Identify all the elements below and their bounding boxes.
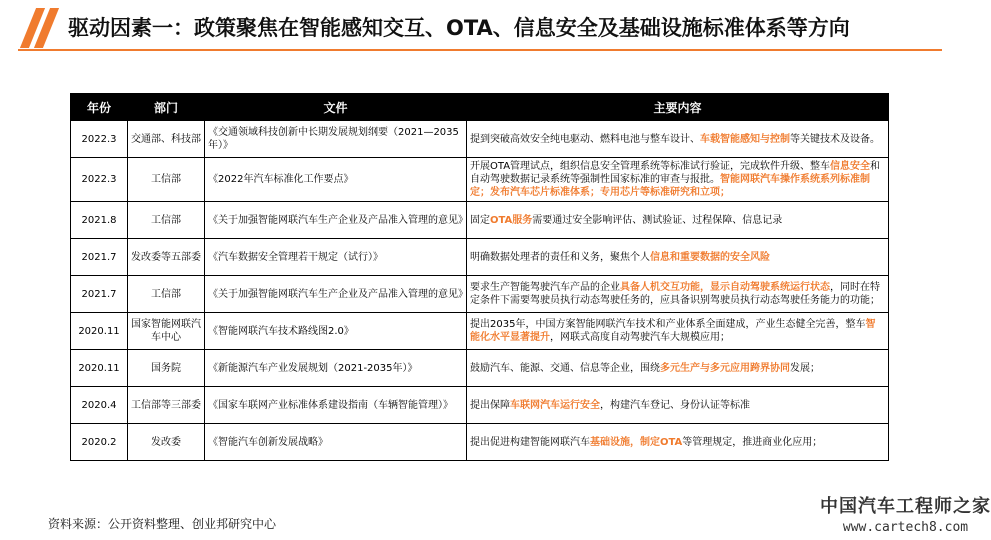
highlight-text: 基础设施，制定OTA [590, 436, 683, 448]
highlight-text: 信息安全 [830, 161, 871, 172]
watermark-text: 中国汽车工程师之家 [820, 496, 991, 517]
cell-year: 2021.7 [71, 239, 128, 276]
cell-doc: 《国家车联网产业标准体系建设指南（车辆智能管理）》 [205, 387, 467, 424]
policy-table [70, 93, 889, 461]
cell-doc: 《汽车数据安全管理若干规定（试行）》 [205, 239, 467, 276]
content-text: 要求生产智能驾驶汽车产品的企业 [470, 282, 620, 293]
cell-content [467, 424, 889, 461]
highlight-text: 具备人机交互功能，显示自动驾驶系统运行状态 [620, 282, 830, 293]
cell-dept: 国家智能网联汽车中心 [128, 313, 205, 350]
content-text: 发展； [790, 362, 820, 374]
cell-year: 2021.7 [71, 276, 128, 313]
cell-content [467, 121, 889, 158]
table-row [71, 313, 889, 350]
cell-content [467, 387, 889, 424]
cell-dept: 国务院 [128, 350, 205, 387]
content-text: 等关键技术及设备。 [790, 133, 880, 145]
highlight-text: 车联网汽车运行安全 [510, 399, 600, 411]
watermark [820, 492, 991, 535]
cell-doc: 《关于加强智能网联汽车生产企业及产品准入管理的意见》 [205, 202, 467, 239]
cell-doc: 《2022年汽车标准化工作要点》 [205, 158, 467, 202]
cell-dept: 工信部 [128, 202, 205, 239]
table-row [71, 202, 889, 239]
cell-year: 2020.11 [71, 313, 128, 350]
cell-dept: 工信部 [128, 158, 205, 202]
content-text: 提出2035年，中国方案智能网联汽车技术和产业体系全面建成，产业生态健全完善，整车 [470, 319, 866, 330]
table-header-row [71, 94, 889, 121]
page-title: 驱动因素一：政策聚焦在智能感知交互、OTA、信息安全及基础设施标准体系等方向 [68, 16, 850, 40]
highlight-text: 智能网联汽车操作系统系列标准制定；发布汽车芯片标准体系；专用芯片等标准研究和立项； [470, 174, 870, 198]
cell-content [467, 202, 889, 239]
cell-content [467, 239, 889, 276]
watermark-url: www.cartech8.com [842, 520, 969, 535]
cell-content [467, 350, 889, 387]
cell-doc: 《智能网联汽车技术路线图2.0》 [205, 313, 467, 350]
cell-doc: 《关于加强智能网联汽车生产企业及产品准入管理的意见》 [205, 276, 467, 313]
cell-year: 2022.3 [71, 121, 128, 158]
table-row [71, 239, 889, 276]
content-text: 提出保障 [470, 399, 510, 411]
table-row [71, 276, 889, 313]
column-header-dept: 部门 [128, 94, 205, 121]
content-text: ，构建汽车登记、身份认证等标准 [600, 399, 750, 411]
table-row [71, 387, 889, 424]
content-text: ，网联式高度自动驾驶汽车大规模应用； [550, 332, 730, 343]
title-underline [18, 49, 942, 51]
content-text: 提出促进构建智能网联汽车 [470, 436, 590, 448]
cell-year: 2020.11 [71, 350, 128, 387]
cell-doc: 《交通领域科技创新中长期发展规划纲要（2021—2035年）》 [205, 121, 467, 158]
cell-year: 2020.2 [71, 424, 128, 461]
column-header-doc: 文件 [205, 94, 467, 121]
content-text: 明确数据处理者的责任和义务，聚焦个人 [470, 251, 650, 263]
table-row [71, 424, 889, 461]
cell-dept: 工信部 [128, 276, 205, 313]
cell-content [467, 158, 889, 202]
content-text: 等管理规定，推进商业化应用； [682, 436, 823, 448]
highlight-text: 车载智能感知与控制 [700, 133, 790, 145]
table-row [71, 158, 889, 202]
cell-dept: 发改委等五部委 [128, 239, 205, 276]
content-text: 提到突破高效安全纯电驱动、燃料电池与整车设计、 [470, 133, 700, 145]
highlight-text: OTA服务 [490, 214, 533, 226]
cell-doc: 《智能汽车创新发展战略》 [205, 424, 467, 461]
column-header-content: 主要内容 [467, 94, 889, 121]
table-row [71, 350, 889, 387]
content-text: ，同时在特定条件下需要驾驶员执行动态驾驶任务的，应具备识别驾驶员执行动态驾驶任务能力的功能； [470, 282, 880, 306]
cell-dept: 工信部等三部委 [128, 387, 205, 424]
cell-dept: 发改委 [128, 424, 205, 461]
cell-content [467, 276, 889, 313]
table-row [71, 121, 889, 158]
cell-year: 2022.3 [71, 158, 128, 202]
cell-year: 2021.8 [71, 202, 128, 239]
cell-content [467, 313, 889, 350]
source-note: 资料来源：公开资料整理、创业邦研究中心 [48, 517, 277, 531]
content-text: 鼓励汽车、能源、交通、信息等企业，围绕 [470, 362, 660, 374]
cell-year: 2020.4 [71, 387, 128, 424]
highlight-text: 智能化水平显著提升 [470, 319, 876, 343]
cell-doc: 《新能源汽车产业发展规划（2021-2035年）》 [205, 350, 467, 387]
highlight-text: 信息和重要数据的安全风险 [650, 251, 770, 263]
highlight-text: 多元生产与多元应用跨界协同 [660, 362, 790, 374]
content-text: 需要通过安全影响评估、测试验证、过程保障、信息记录 [532, 214, 783, 226]
column-header-year: 年份 [71, 94, 128, 121]
content-text: 和自动驾驶数据记录系统等强制性国家标准的审查与报批。 [470, 161, 881, 185]
cell-dept: 交通部、科技部 [128, 121, 205, 158]
content-text: 开展OTA管理试点，组织信息安全管理系统等标准试行验证，完成软件升级、整车 [470, 161, 831, 172]
content-text: 固定 [470, 214, 490, 226]
